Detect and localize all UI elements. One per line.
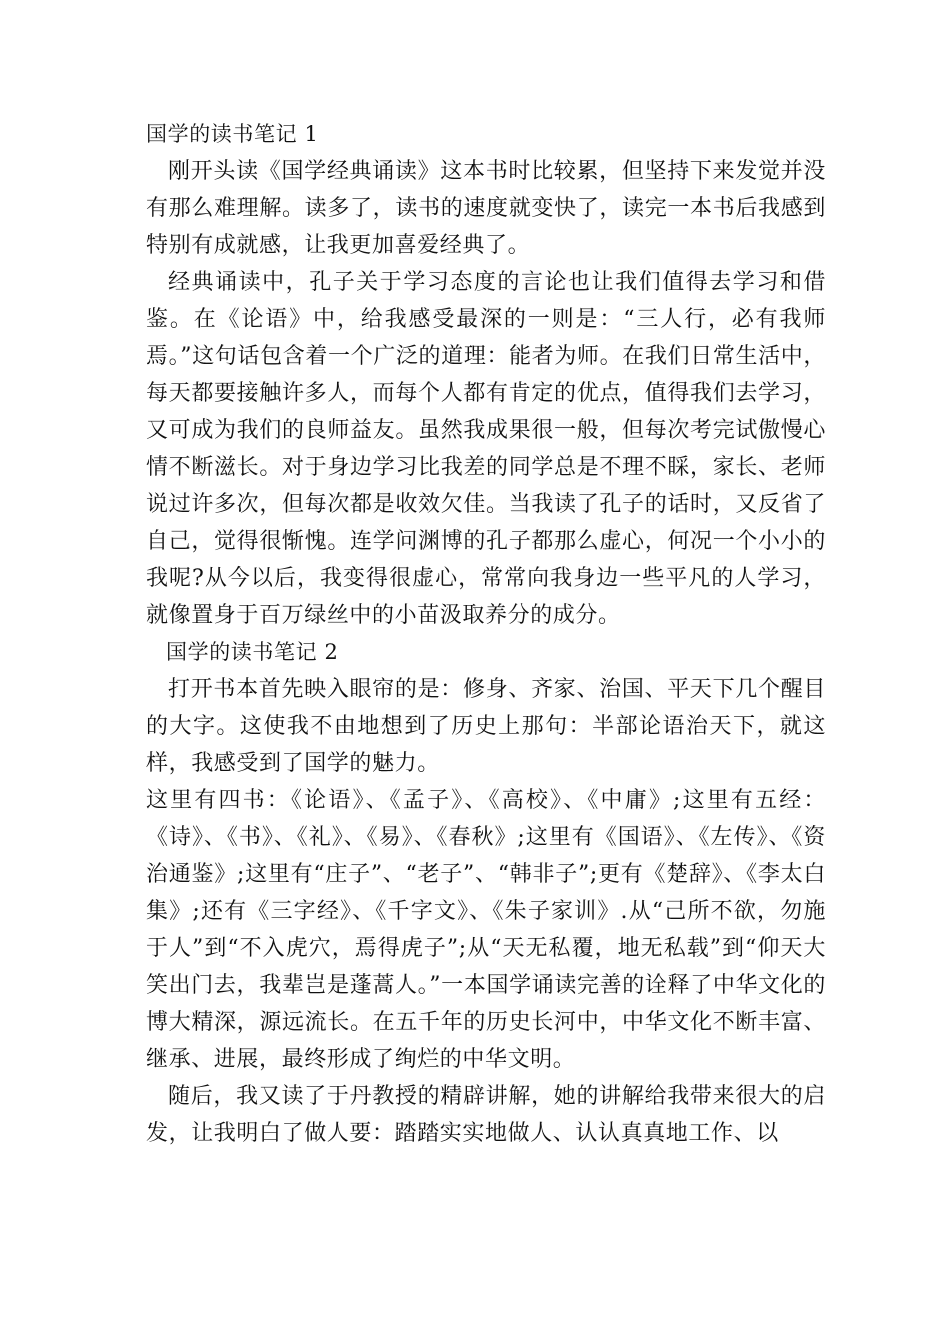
document-body (146, 116, 826, 1152)
paragraph: 随后，我又读了于丹教授的精辟讲解，她的讲解给我带来很大的启发，让我明白了做人要：踏踏实实地做人、认认真真地工作、以 (146, 1084, 826, 1146)
paragraph: 打开书本首先映入眼帘的是：修身、齐家、治国、平天下几个醒目的大字。这使我不由地想到了历史上那句：半部论语治天下，就这样，我感受到了国学的魅力。 (146, 677, 826, 776)
section-title-2: 国学的读书笔记 2 (166, 640, 339, 664)
paragraph: 这里有四书：《论语》、《孟子》、《高校》、《中庸》;这里有五经：《诗》、《书》、《礼》、《易》、《春秋》;这里有《国语》、《左传》、《资治通鉴》;这里有“庄子”、“老子”、“韩非子”;更有《楚辞》、《李太白集》;还有《三字经》、《千字文》、《朱子家训》.从“己所不欲，勿施于人”到“不入虎穴，焉得虎子”;从“天无私覆，地无私载”到“仰天大笑出门去，我辈岂是蓬蒿人。”一本国学诵读完善的诠释了中华文化的博大精深，源远流长。在五千年的历史长河中，中华文化不断丰富、继承、进展，最终形成了绚烂的中华文明。 (146, 788, 826, 1072)
paragraph: 刚开头读《国学经典诵读》这本书时比较累，但坚持下来发觉并没有那么难理解。读多了，读书的速度就变快了，读完一本书后我感到特别有成就感，让我更加喜爱经典了。 (146, 159, 826, 258)
section-title-1: 国学的读书笔记 1 (146, 122, 319, 146)
paragraph: 经典诵读中，孔子关于学习态度的言论也让我们值得去学习和借鉴。在《论语》中，给我感受最深的一则是：“三人行，必有我师焉。”这句话包含着一个广泛的道理：能者为师。在我们日常生活中，每天都要接触许多人，而每个人都有肯定的优点，值得我们去学习，又可成为我们的良师益友。虽然我成果很一般，但每次考完试傲慢心情不断滋长。对于身边学习比我差的同学总是不理不睬，家长、老师说过许多次，但每次都是收效欠佳。当我读了孔子的话时，又反省了自己，觉得很惭愧。连学问渊博的孔子都那么虚心，何况一个小小的我呢?从今以后，我变得很虚心，常常向我身边一些平凡的人学习，就像置身于百万绿丝中的小苗汲取养分的成分。 (146, 270, 826, 628)
